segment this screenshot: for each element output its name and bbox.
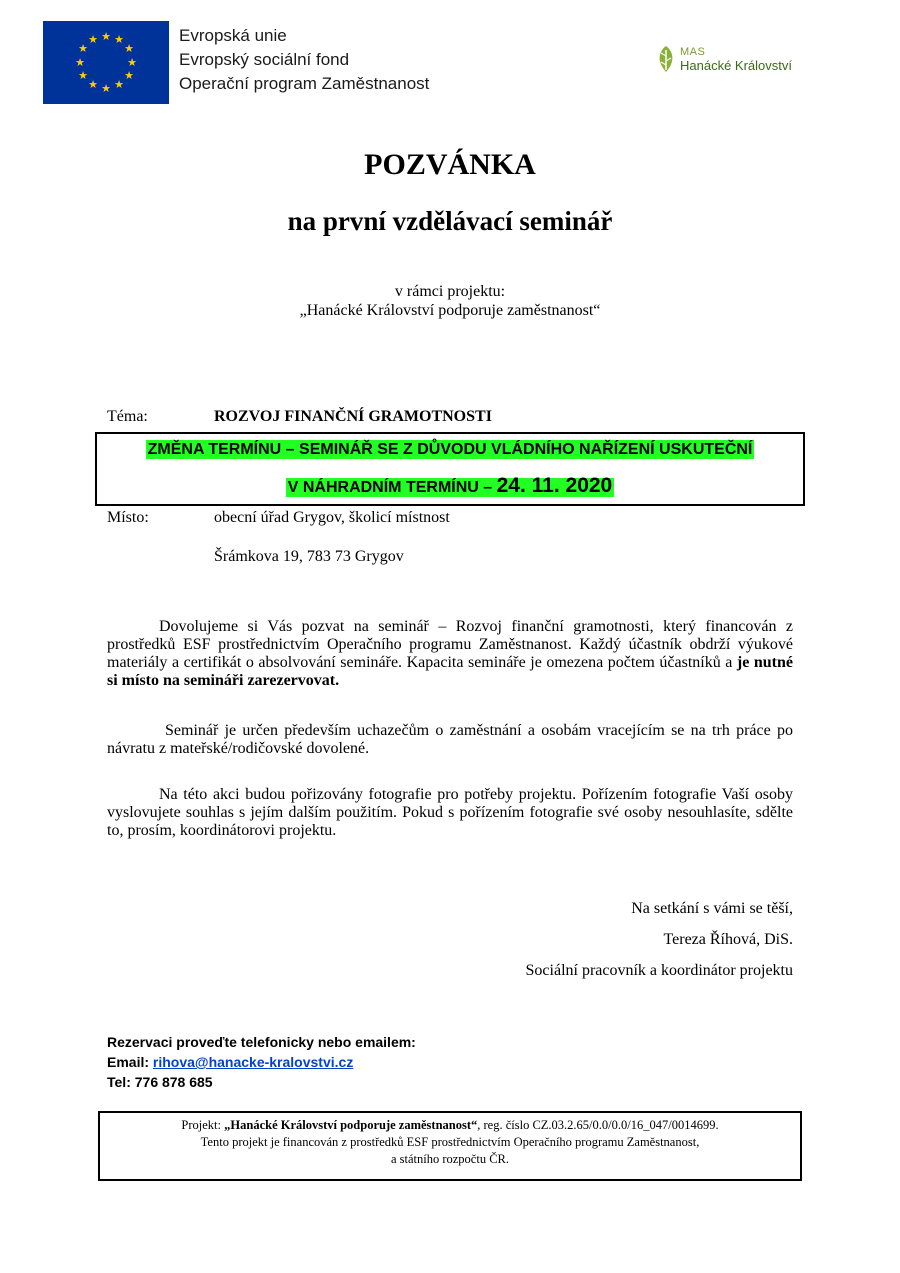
svg-text:★: ★ [101,82,111,95]
signature-role: Sociální pracovník a koordinátor projektu [525,962,793,979]
footer-line-1 [0,1118,900,1133]
page-subtitle: na první vzdělávací seminář [287,206,613,236]
place-address: Šrámkova 19, 783 73 Grygov [214,548,404,565]
footer-prefix: Projekt: [181,1118,225,1132]
eu-line-3: Operační program Zaměstnanost [179,74,430,93]
paragraph-photos [107,786,793,840]
paragraph-invitation-text: Dovolujeme si Vás pozvat na seminář – Rozvoj finanční gramotnosti, který financován z prostředků ESF prostřednictvím Operačního programu Zaměstnanost. Každý účastník obdrží výukové materiály a certifikát o absolvování semináře. Kapacita semináře je omezena počtem účastníků a [107,618,793,671]
topic-label: Téma: [107,408,148,425]
project-intro: v rámci projektu: [394,283,506,300]
svg-text:★: ★ [101,30,111,43]
svg-text:★: ★ [127,56,137,69]
paragraph-invitation-bold: je nutné si místo na semináři zarezervovat. [107,654,794,689]
topic-value: ROZVOJ FINANČNÍ GRAMOTNOSTI [214,408,492,425]
mas-name: Hanácké Království [680,58,792,73]
eu-text-block [179,24,429,96]
paragraph-invitation [107,618,793,690]
svg-text:★: ★ [88,33,98,46]
eu-line-2: Evropský sociální fond [179,50,350,69]
place-value: obecní úřad Grygov, školicí místnost [214,509,450,526]
contact-phone: Tel: 776 878 685 [107,1074,213,1090]
eu-line-1: Evropská unie [179,26,287,45]
footer-line-3: a státního rozpočtu ČR. [390,1152,510,1166]
email-link[interactable]: rihova@hanacke-kralovstvi.cz [152,1054,354,1070]
mas-label: MAS [680,46,706,58]
eu-flag-logo [43,21,169,104]
change-notice-line-2 [0,474,900,498]
paragraph-photos-text: Na této akci budou pořizovány fotografie pro potřeby projektu. Pořízením fotografie Vaší osoby vyslovujete souhlas s jejím dalším použitím. Pokud s pořízením fotografie své osoby nesouhlasíte, sdělte to, prosím, koordinátorovi projektu. [107,786,793,839]
svg-text:★: ★ [124,69,134,82]
contact-email-label: Email: [107,1054,153,1070]
new-date: 24. 11. 2020 [496,474,613,497]
svg-text:★: ★ [78,69,88,82]
paragraph-target-group [107,722,793,758]
contact-email-line [107,1054,353,1070]
change-notice-prefix: V NÁHRADNÍM TERMÍNU – [287,479,497,496]
project-name: „Hanácké Království podporuje zaměstnanost“ [299,302,601,319]
change-notice-highlight [286,474,615,497]
svg-text:★: ★ [88,78,98,91]
contact-heading: Rezervaci proveďte telefonicky nebo emailem: [107,1034,416,1050]
svg-text:★: ★ [124,42,134,55]
page-title: POZVÁNKA [364,148,536,181]
svg-text:★: ★ [78,42,88,55]
footer-project-name: „Hanácké Království podporuje zaměstnanost“ [224,1118,478,1132]
svg-text:★: ★ [75,56,85,69]
eu-stars-icon [43,21,169,104]
paragraph-target-group-text: Seminář je určen především uchazečům o zaměstnání a osobám vracejícím se na trh práce po návratu z mateřské/rodičovské dovolené. [107,722,793,757]
svg-text:★: ★ [114,33,124,46]
footer-line-2: Tento projekt je financován z prostředků ESF prostřednictvím Operačního programu Zaměstnanost, [200,1135,700,1149]
signature-greeting: Na setkání s vámi se těší, [631,900,793,917]
mas-leaf-icon [655,44,677,79]
change-notice-line-1 [0,441,900,459]
footer-reg-number: , reg. číslo CZ.03.2.65/0.0/0.0/16_047/0014699. [477,1118,719,1132]
svg-text:★: ★ [114,78,124,91]
signature-name: Tereza Říhová, DiS. [663,931,793,948]
place-label: Místo: [107,509,149,526]
change-notice-text-1: ZMĚNA TERMÍNU – SEMINÁŘ SE Z DŮVODU VLÁDNÍHO NAŘÍZENÍ USKUTEČNÍ [147,441,753,458]
